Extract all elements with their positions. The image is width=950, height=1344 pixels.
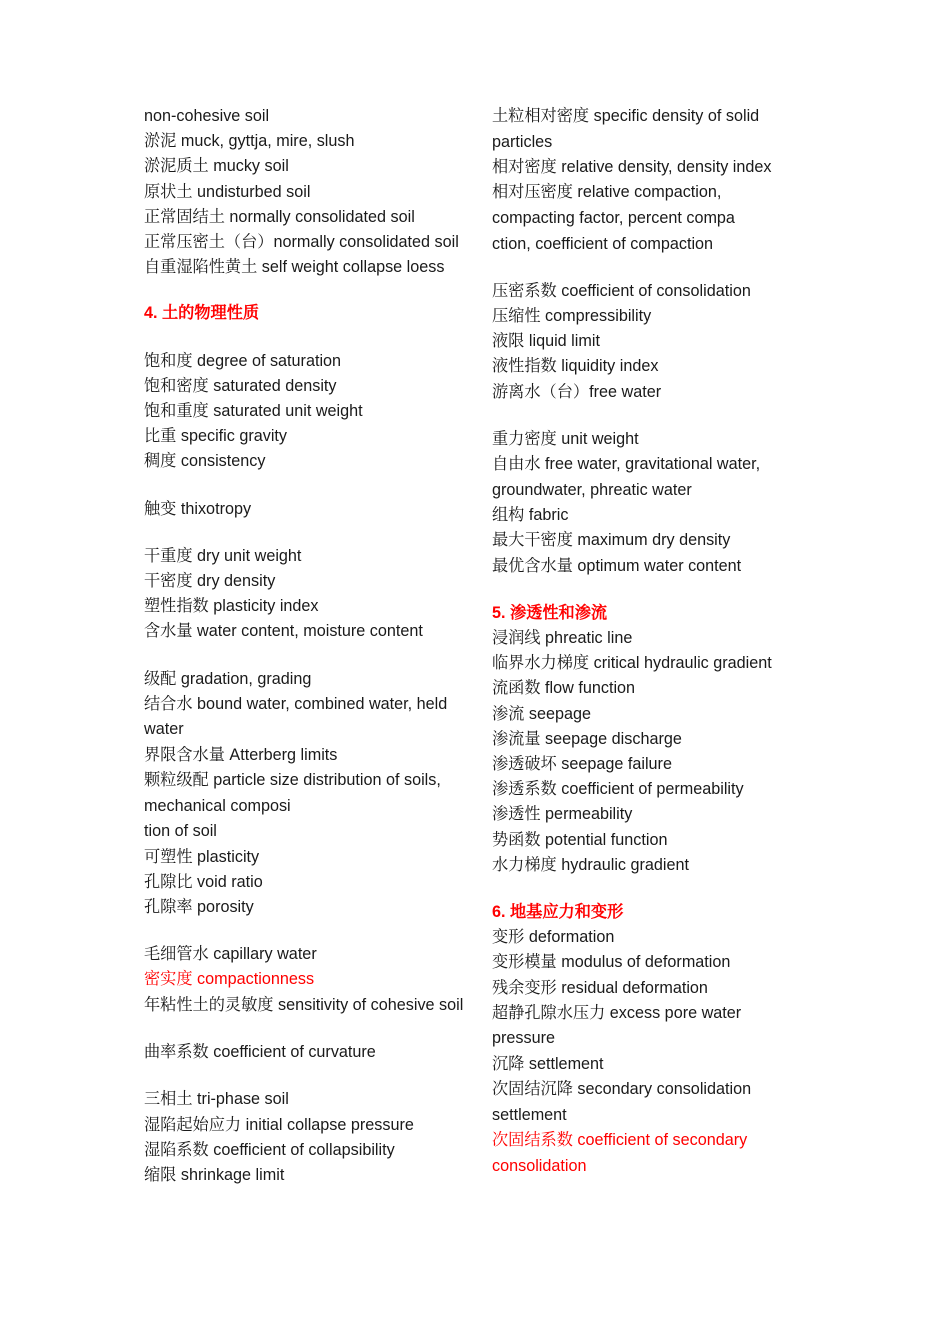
highlighted-term-line: 次固结系数 coefficient of secondary consolidation xyxy=(492,1131,748,1176)
term-line: 最优含水量 optimum water content xyxy=(492,556,742,575)
term-group xyxy=(492,427,797,579)
term-line: 渗流 seepage xyxy=(492,704,591,723)
term-line: 湿陷系数 coefficient of collapsibility xyxy=(144,1140,395,1159)
term-line: 渗透性 permeability xyxy=(492,805,633,824)
term-line: 比重 specific gravity xyxy=(144,427,288,446)
highlighted-term-line: 密实度 compactionness xyxy=(144,970,315,989)
term-line: 超静孔隙水压力 excess pore water pressure xyxy=(492,1003,742,1048)
term-line: 渗透系数 coefficient of permeability xyxy=(492,780,744,799)
term-line: 游离水（台）free water xyxy=(492,382,662,401)
term-line: 液性指数 liquidity index xyxy=(492,357,659,376)
term-line: 饱和重度 saturated unit weight xyxy=(144,402,363,421)
term-line: 干重度 dry unit weight xyxy=(144,546,302,565)
term-line: 沉降 settlement xyxy=(492,1055,604,1074)
term-line: 缩限 shrinkage limit xyxy=(144,1166,285,1185)
term-line: 孔隙率 porosity xyxy=(144,898,254,917)
term-line: 变形 deformation xyxy=(492,928,615,947)
term-group xyxy=(144,1087,469,1188)
term-line: 触变 thixotropy xyxy=(144,499,252,518)
section-heading-6: 6. 地基应力和变形 xyxy=(492,903,624,922)
term-line: 组构 fabric xyxy=(492,506,569,525)
term-line: 残余变形 residual deformation xyxy=(492,978,708,997)
term-line: 压缩性 compressibility xyxy=(492,306,652,325)
term-line: 流函数 flow function xyxy=(492,679,636,698)
term-line: 变形模量 modulus of deformation xyxy=(492,953,731,972)
term-line: tion of soil xyxy=(144,822,217,841)
term-line: 重力密度 unit weight xyxy=(492,429,639,448)
term-group xyxy=(492,925,797,1179)
term-line: 结合水 bound water, combined water, held water xyxy=(144,694,448,739)
term-line: 干密度 dry density xyxy=(144,572,276,591)
term-line: 临界水力梯度 critical hydraulic gradient xyxy=(492,654,772,673)
term-line: 毛细管水 capillary water xyxy=(144,945,317,964)
term-line: 液限 liquid limit xyxy=(492,332,600,351)
term-line: 正常压密土（台）normally consolidated soil xyxy=(144,233,459,252)
term-group xyxy=(492,104,797,257)
term-group xyxy=(144,497,469,522)
term-line: non-cohesive soil xyxy=(144,107,270,125)
term-line: 饱和度 degree of saturation xyxy=(144,351,342,370)
term-line: 原状土 undisturbed soil xyxy=(144,182,311,201)
term-line: 界限含水量 Atterberg limits xyxy=(144,746,338,765)
term-line: 相对压密度 relative compaction, compacting factor, percent compa xyxy=(492,183,735,227)
term-line: 可塑性 plasticity xyxy=(144,847,260,866)
term-line: 年粘性土的灵敏度 sensitivity of cohesive soil xyxy=(144,995,464,1014)
intro-group xyxy=(144,104,469,280)
term-line: 水力梯度 hydraulic gradient xyxy=(492,855,690,874)
term-line: 土粒相对密度 specific density of solid particles xyxy=(492,107,760,151)
term-group xyxy=(144,942,469,1018)
term-line: 浸润线 phreatic line xyxy=(492,629,633,647)
term-line: 正常固结土 normally consolidated soil xyxy=(144,207,415,226)
term-line: 淤泥 muck, gyttja, mire, slush xyxy=(144,132,355,151)
term-line: 压密系数 coefficient of consolidation xyxy=(492,281,751,300)
term-group xyxy=(144,349,469,475)
term-group xyxy=(492,626,797,878)
term-group xyxy=(144,544,469,645)
term-line: 稠度 consistency xyxy=(144,452,266,471)
left-column xyxy=(144,104,469,1188)
term-line: 淤泥质土 mucky soil xyxy=(144,157,289,176)
term-line: 势函数 potential function xyxy=(492,830,668,849)
term-line: 三相土 tri-phase soil xyxy=(144,1090,289,1109)
term-line: 塑性指数 plasticity index xyxy=(144,597,319,616)
term-line: 自由水 free water, gravitational water, groundwater, phreatic water xyxy=(492,455,761,499)
term-line: 渗透破坏 seepage failure xyxy=(492,755,672,774)
term-line: 相对密度 relative density, density index xyxy=(492,158,772,177)
term-line: 自重湿陷性黄土 self weight collapse loess xyxy=(144,258,445,277)
term-line: ction, coefficient of compaction xyxy=(492,234,714,253)
term-line: 孔隙比 void ratio xyxy=(144,872,263,891)
term-line: 次固结沉降 secondary consolidation settlement xyxy=(492,1080,752,1124)
term-group xyxy=(492,279,797,405)
term-line: 湿陷起始应力 initial collapse pressure xyxy=(144,1115,414,1134)
term-line: 最大干密度 maximum dry density xyxy=(492,531,731,550)
section-heading-5: 5. 渗透性和渗流 xyxy=(492,603,608,622)
section-heading-4: 4. 土的物理性质 xyxy=(144,304,260,323)
term-line: 饱和密度 saturated density xyxy=(144,376,337,395)
term-line: 渗流量 seepage discharge xyxy=(492,729,682,748)
term-group xyxy=(144,667,469,921)
term-line: 级配 gradation, grading xyxy=(144,669,312,688)
term-group xyxy=(144,1040,469,1065)
right-column xyxy=(492,104,797,1180)
term-line: 含水量 water content, moisture content xyxy=(144,622,423,641)
term-line: 曲率系数 coefficient of curvature xyxy=(144,1043,376,1062)
term-line: 颗粒级配 particle size distribution of soils, mechanical composi xyxy=(144,771,441,815)
